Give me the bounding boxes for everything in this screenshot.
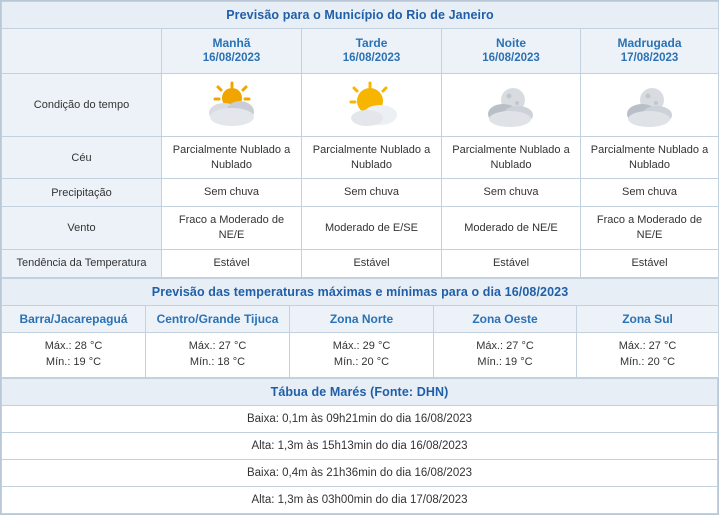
region-header-zona-norte: Zona Norte — [290, 305, 434, 332]
sun-behind-cloud-icon — [162, 81, 301, 129]
temperature-zona-oeste — [434, 332, 577, 377]
weather-icon-cell-manha — [162, 73, 302, 136]
weather-icon-cell-noite — [442, 73, 581, 136]
row-vento — [2, 207, 719, 250]
forecast-header-row — [2, 29, 719, 74]
ceu-tarde: Parcialmente Nublado a Nublado — [302, 136, 442, 179]
period-header-manha — [162, 29, 302, 74]
period-header-madrugada — [581, 29, 719, 74]
period-date: 17/08/2023 — [620, 52, 679, 65]
period-date: 16/08/2023 — [342, 52, 401, 65]
temperature-region-header-row — [2, 305, 719, 332]
period-label: Noite — [496, 36, 526, 50]
temp-min: Mín.: 18 °C — [189, 355, 246, 368]
precipitacao-noite: Sem chuva — [442, 179, 581, 207]
region-header-zona-oeste: Zona Oeste — [434, 305, 577, 332]
tide-entry-row — [2, 405, 718, 432]
weather-icon-cell-tarde — [302, 73, 442, 136]
tendencia-madrugada: Estável — [581, 249, 719, 277]
period-date: 16/08/2023 — [482, 52, 540, 65]
moon-behind-cloud-icon — [442, 81, 580, 129]
tide-entry-2: Alta: 1,3m às 15h13min do dia 16/08/2023 — [2, 432, 718, 459]
tide-title: Tábua de Marés (Fonte: DHN) — [2, 378, 718, 405]
vento-madrugada: Fraco a Moderado de NE/E — [581, 207, 719, 250]
vento-manha: Fraco a Moderado de NE/E — [162, 207, 302, 250]
row-precipitacao — [2, 179, 719, 207]
tide-entry-1: Baixa: 0,1m às 09h21min do dia 16/08/2023 — [2, 405, 718, 432]
vento-tarde: Moderado de E/SE — [302, 207, 442, 250]
temp-max: Máx.: 27 °C — [188, 339, 247, 352]
region-header-barra-jacarepagua: Barra/Jacarepaguá — [2, 305, 146, 332]
temperature-barra-jacarepagua — [2, 332, 146, 377]
row-label: Vento — [2, 207, 162, 250]
tide-entry-row — [2, 486, 718, 513]
temperature-title: Previsão das temperaturas máximas e mínimas para o dia 16/08/2023 — [2, 278, 719, 305]
precipitacao-manha: Sem chuva — [162, 179, 302, 207]
period-label: Manhã — [212, 36, 251, 50]
period-date: 16/08/2023 — [202, 52, 261, 65]
precipitacao-tarde: Sem chuva — [302, 179, 442, 207]
temp-min: Mín.: 19 °C — [477, 355, 533, 368]
row-label: Precipitação — [2, 179, 162, 207]
moon-behind-cloud-icon — [581, 81, 718, 129]
temp-max: Máx.: 29 °C — [332, 339, 391, 352]
row-label: Tendência da Temperatura — [2, 249, 162, 277]
forecast-title-row — [2, 2, 719, 29]
tide-title-row — [2, 378, 718, 405]
temp-min: Mín.: 19 °C — [45, 355, 102, 368]
period-label: Tarde — [355, 36, 388, 50]
period-header-noite — [442, 29, 581, 74]
temperature-table — [1, 278, 719, 378]
temp-min: Mín.: 20 °C — [619, 355, 676, 368]
row-condicao-do-tempo — [2, 73, 719, 136]
temperature-title-row — [2, 278, 719, 305]
row-label: Condição do tempo — [2, 73, 162, 136]
temperature-centro-grande-tijuca — [146, 332, 290, 377]
vento-noite: Moderado de NE/E — [442, 207, 581, 250]
period-header-tarde — [302, 29, 442, 74]
row-ceu — [2, 136, 719, 179]
ceu-noite: Parcialmente Nublado a Nublado — [442, 136, 581, 179]
ceu-madrugada: Parcialmente Nublado a Nublado — [581, 136, 719, 179]
ceu-manha: Parcialmente Nublado a Nublado — [162, 136, 302, 179]
temp-max: Máx.: 28 °C — [44, 339, 103, 352]
temperature-zona-sul — [577, 332, 719, 377]
tide-entry-4: Alta: 1,3m às 03h00min do dia 17/08/2023 — [2, 486, 718, 513]
region-header-centro-grande-tijuca: Centro/Grande Tijuca — [146, 305, 290, 332]
temp-max: Máx.: 27 °C — [618, 339, 677, 352]
weather-icon-cell-madrugada — [581, 73, 719, 136]
tide-table — [1, 378, 718, 514]
temperature-values-row — [2, 332, 719, 377]
tide-entry-row — [2, 459, 718, 486]
forecast-table — [1, 1, 719, 278]
temp-min: Mín.: 20 °C — [333, 355, 390, 368]
tendencia-noite: Estável — [442, 249, 581, 277]
temp-max: Máx.: 27 °C — [476, 339, 534, 352]
tendencia-tarde: Estável — [302, 249, 442, 277]
period-label: Madrugada — [617, 36, 682, 50]
forecast-title: Previsão para o Município do Rio de Janeiro — [2, 2, 719, 29]
row-label: Céu — [2, 136, 162, 179]
precipitacao-madrugada: Sem chuva — [581, 179, 719, 207]
header-empty-cell — [2, 29, 162, 74]
region-header-zona-sul: Zona Sul — [577, 305, 719, 332]
tide-entry-row — [2, 432, 718, 459]
tide-entry-3: Baixa: 0,4m às 21h36min do dia 16/08/2023 — [2, 459, 718, 486]
tendencia-manha: Estável — [162, 249, 302, 277]
temperature-zona-norte — [290, 332, 434, 377]
sun-behind-cloud-icon — [302, 81, 441, 129]
row-tendencia-temperatura — [2, 249, 719, 277]
